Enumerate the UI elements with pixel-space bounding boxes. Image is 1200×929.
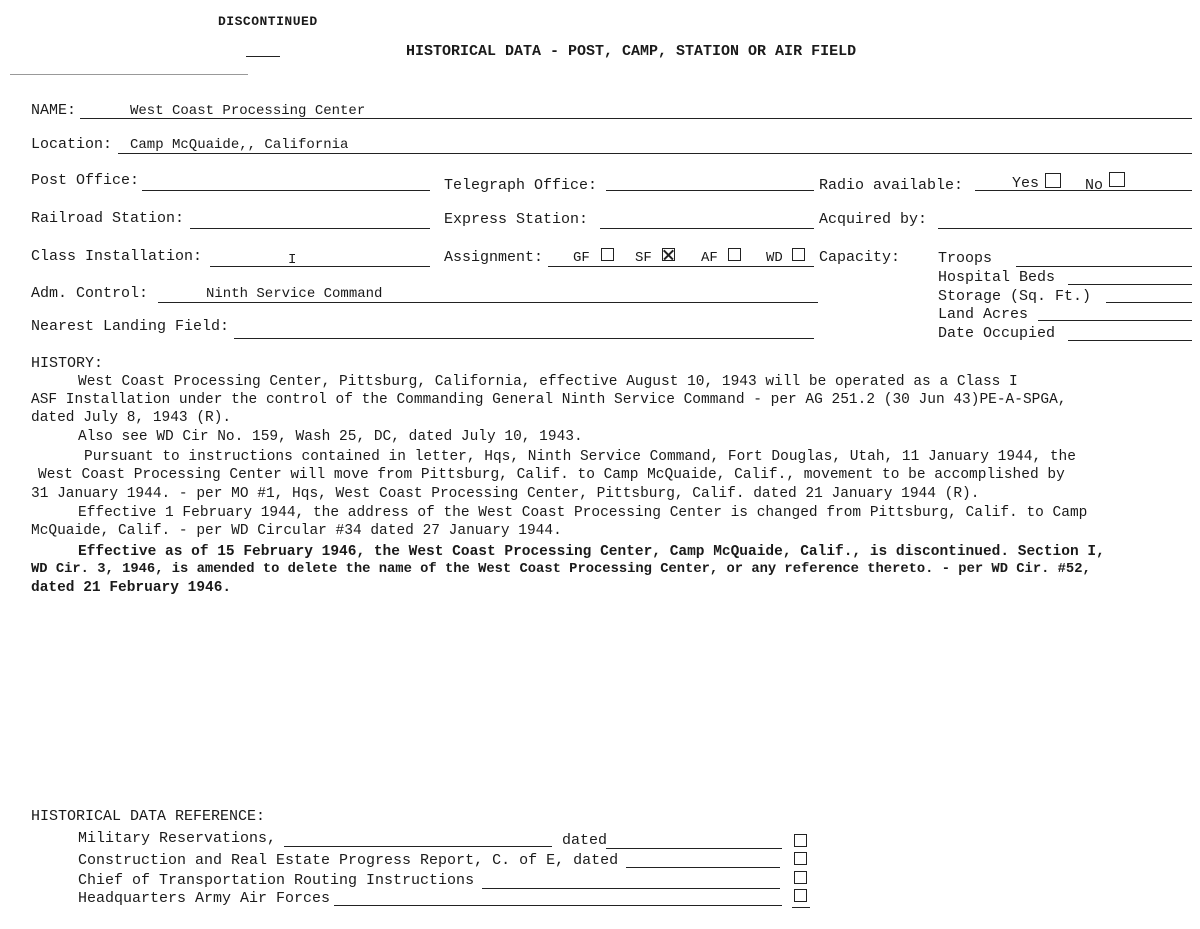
assignment-label: Assignment: bbox=[444, 249, 544, 266]
ref-military-dated: dated bbox=[562, 832, 608, 849]
ref-chief-line[interactable] bbox=[482, 888, 780, 889]
radio-label: Radio available: bbox=[819, 177, 964, 194]
history-p5-line1: Effective as of 15 February 1946, the West Coast Processing Center, Camp McQuaide, Calif., is discontinued. Section I, bbox=[78, 544, 1105, 560]
ref-chief-checkbox[interactable] bbox=[794, 871, 807, 884]
ref-military-label: Military Reservations, bbox=[78, 830, 277, 847]
location-field-line[interactable] bbox=[118, 153, 1192, 154]
express-label: Express Station: bbox=[444, 211, 589, 228]
cap-date-line[interactable] bbox=[1068, 340, 1192, 341]
location-label: Location: bbox=[31, 136, 113, 153]
radio-no-checkbox[interactable] bbox=[1109, 172, 1125, 187]
telegraph-label: Telegraph Office: bbox=[444, 177, 598, 194]
radio-yes-label: Yes bbox=[1012, 175, 1040, 192]
cap-hospital-line[interactable] bbox=[1068, 284, 1192, 285]
class-field-line[interactable] bbox=[210, 266, 430, 267]
telegraph-field-line[interactable] bbox=[606, 190, 814, 191]
cap-land-line[interactable] bbox=[1038, 320, 1192, 321]
assign-sf-label: SF bbox=[635, 250, 652, 266]
cap-date-label: Date Occupied bbox=[938, 325, 1056, 342]
history-p4-line1: Effective 1 February 1944, the address of the West Coast Processing Center is changed from Pittsburg, Calif. to Camp bbox=[78, 505, 1088, 521]
name-field-line[interactable] bbox=[80, 118, 1192, 119]
ref-hq-label: Headquarters Army Air Forces bbox=[78, 890, 331, 907]
railroad-field-line[interactable] bbox=[190, 228, 430, 229]
history-p2: Also see WD Cir No. 159, Wash 25, DC, dated July 10, 1943. bbox=[78, 429, 583, 445]
history-p1-line2: ASF Installation under the control of the Commanding General Ninth Service Command - per AG 251.2 (30 Jun 43)PE-A-SPGA, bbox=[31, 392, 1067, 408]
ref-construction-label: Construction and Real Estate Progress Report, C. of E, dated bbox=[78, 852, 619, 869]
cap-storage-label: Storage (Sq. Ft.) bbox=[938, 288, 1092, 305]
faint-header-rule bbox=[10, 74, 248, 75]
ref-military-line[interactable] bbox=[284, 846, 552, 847]
ref-chief-label: Chief of Transportation Routing Instructions bbox=[78, 872, 475, 889]
acquired-field-line[interactable] bbox=[938, 228, 1192, 229]
ref-hq-line[interactable] bbox=[334, 905, 782, 906]
stamp-underline bbox=[246, 56, 280, 57]
history-p3-line1: Pursuant to instructions contained in letter, Hqs, Ninth Service Command, Fort Douglas, Utah, 11 January 1944, the bbox=[84, 449, 1076, 465]
assignment-field-line bbox=[548, 266, 814, 267]
adm-value: Ninth Service Command bbox=[206, 286, 383, 302]
cap-land-label: Land Acres bbox=[938, 306, 1029, 323]
assign-wd-checkbox[interactable] bbox=[792, 248, 805, 261]
assign-wd-label: WD bbox=[766, 250, 783, 266]
ref-military-dated-line[interactable] bbox=[606, 848, 782, 849]
adm-label: Adm. Control: bbox=[31, 285, 149, 302]
assign-gf-checkbox[interactable] bbox=[601, 248, 614, 261]
acquired-label: Acquired by: bbox=[819, 211, 928, 228]
radio-no-label: No bbox=[1085, 177, 1104, 194]
ref-construction-checkbox[interactable] bbox=[794, 852, 807, 865]
radio-field-line bbox=[975, 190, 1192, 191]
history-p5-line3: dated 21 February 1946. bbox=[31, 580, 232, 596]
post-office-field-line[interactable] bbox=[142, 190, 430, 191]
class-label: Class Installation: bbox=[31, 248, 203, 265]
discontinued-stamp: DISCONTINUED bbox=[218, 14, 318, 29]
reference-label: HISTORICAL DATA REFERENCE: bbox=[31, 808, 266, 825]
adm-field-line[interactable] bbox=[158, 302, 818, 303]
ref-bottom-rule bbox=[792, 907, 810, 908]
capacity-label: Capacity: bbox=[819, 249, 901, 266]
class-value: I bbox=[288, 252, 297, 268]
history-p4-line2: McQuaide, Calif. - per WD Circular #34 dated 27 January 1944. bbox=[31, 523, 562, 539]
post-office-label: Post Office: bbox=[31, 172, 140, 189]
cap-hospital-label: Hospital Beds bbox=[938, 269, 1056, 286]
express-field-line[interactable] bbox=[600, 228, 814, 229]
location-value: Camp McQuaide,, California bbox=[130, 137, 349, 153]
history-p1-line3: dated July 8, 1943 (R). bbox=[31, 410, 232, 426]
assign-gf-label: GF bbox=[573, 250, 590, 266]
name-value: West Coast Processing Center bbox=[130, 103, 366, 119]
history-p1-line1: West Coast Processing Center, Pittsburg, California, effective August 10, 1943 will be operated as a Class I bbox=[78, 374, 1018, 390]
cap-storage-line[interactable] bbox=[1106, 302, 1192, 303]
ref-military-checkbox[interactable] bbox=[794, 834, 807, 847]
landing-field-line[interactable] bbox=[234, 338, 814, 339]
form-title: HISTORICAL DATA - POST, CAMP, STATION OR AIR FIELD bbox=[406, 43, 857, 60]
ref-hq-checkbox[interactable] bbox=[794, 889, 807, 902]
landing-label: Nearest Landing Field: bbox=[31, 318, 230, 335]
history-p3-line2: West Coast Processing Center will move from Pittsburg, Calif. to Camp McQuaide, Calif., movement to be accomplished by bbox=[38, 467, 1065, 483]
name-label: NAME: bbox=[31, 102, 77, 119]
history-p3-line3: 31 January 1944. - per MO #1, Hqs, West Coast Processing Center, Pittsburg, Calif. dated 21 January 1944 (R). bbox=[31, 486, 980, 502]
history-label: HISTORY: bbox=[31, 355, 104, 372]
ref-construction-line[interactable] bbox=[626, 867, 780, 868]
railroad-label: Railroad Station: bbox=[31, 210, 185, 227]
assign-sf-checkbox[interactable] bbox=[662, 248, 675, 261]
radio-yes-checkbox[interactable] bbox=[1045, 173, 1061, 188]
cap-troops-line[interactable] bbox=[1016, 266, 1192, 267]
assign-af-label: AF bbox=[701, 250, 718, 266]
cap-troops-label: Troops bbox=[938, 250, 993, 267]
assign-af-checkbox[interactable] bbox=[728, 248, 741, 261]
history-p5-line2: WD Cir. 3, 1946, is amended to delete the name of the West Coast Processing Center, or any reference thereto. - per WD Cir. #52, bbox=[31, 562, 1091, 577]
